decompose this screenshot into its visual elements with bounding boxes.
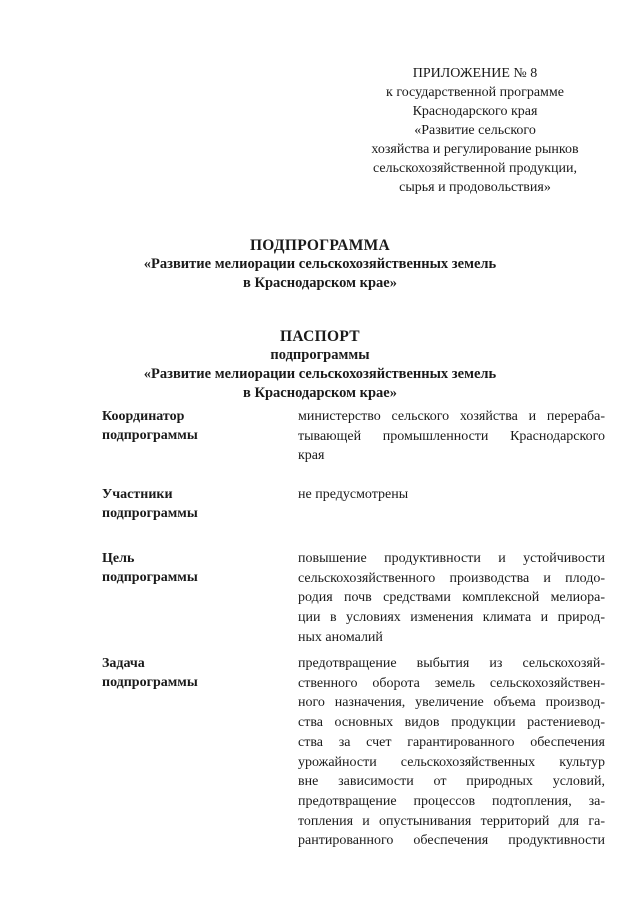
row-value-line: предотвращение процессов подтопления, за- [298, 793, 605, 809]
row-label-line: подпрограммы [102, 570, 198, 585]
row-label-line: подпрограммы [102, 506, 198, 521]
row-value-line: ных аномалий [298, 629, 383, 645]
row-value-line: не предусмотрены [298, 487, 409, 502]
row-value [298, 407, 605, 466]
passport-name-line: «Развитие мелиорации сельскохозяйственных земель [143, 366, 497, 382]
passport-subtitle: подпрограммы [270, 347, 370, 363]
row-value [298, 654, 605, 851]
appendix-title: ПРИЛОЖЕНИЕ № 8 [412, 66, 538, 81]
row-label-line: Участники [102, 487, 173, 502]
row-value-line: сельскохозяйственного производства и плодо- [298, 570, 605, 586]
row-value-line: края [298, 448, 325, 464]
row-value [298, 485, 605, 505]
appendix-line: хозяйства и регулирование рынков [371, 142, 579, 157]
row-label [102, 654, 282, 692]
row-label [102, 485, 282, 523]
row-value-line: урожайности сельскохозяйственных культур [298, 754, 605, 770]
row-value-line: ного назначения, увеличение объема производ- [298, 695, 605, 711]
row-label-line: подпрограммы [102, 428, 198, 443]
appendix-line: сырья и продовольствия» [399, 180, 551, 195]
row-value-line: топления и опустынивания территорий для га- [298, 813, 605, 829]
appendix-line: «Развитие сельского [414, 123, 536, 138]
row-value-line: ства основных видов продукции растениевод- [298, 715, 605, 731]
row-value [298, 549, 605, 648]
row-value-line: тывающей промышленности Краснодарского [298, 428, 605, 444]
appendix-line: к государственной программе [386, 85, 564, 100]
row-value-line: повышение продуктивности и устойчивости [298, 551, 605, 566]
subprogram-name-line: в Краснодарском крае» [243, 275, 397, 291]
row-value-line: ции в условиях изменения климата и природ- [298, 610, 605, 626]
passport-heading [100, 327, 540, 403]
appendix-line: сельскохозяйственной продукции, [373, 161, 577, 176]
row-value-line: предотвращение выбытия из сельскохозяй- [298, 656, 605, 671]
passport-title: ПАСПОРТ [280, 328, 360, 345]
row-label-line: Цель [102, 551, 135, 566]
subprogram-heading [100, 236, 540, 293]
row-value-line: родия почв средствами комплексной мелиора- [298, 590, 605, 606]
row-value-line: ства за счет гарантированного обеспечения [298, 734, 605, 750]
passport-name-line: в Краснодарском крае» [243, 385, 397, 401]
row-value-line: вне зависимости от природных условий, [298, 774, 605, 790]
row-label-line: подпрограммы [102, 675, 198, 690]
appendix-block [350, 64, 600, 197]
row-label [102, 407, 282, 445]
row-value-line: рантированного обеспечения продуктивности [298, 833, 605, 849]
row-value-line: министерство сельского хозяйства и перераба- [298, 409, 605, 424]
row-label [102, 549, 282, 587]
appendix-line: Краснодарского края [412, 104, 538, 119]
row-label-line: Задача [102, 656, 145, 671]
row-value-line: ственного оборота земель сельскохозяйствен- [298, 675, 605, 691]
subprogram-name-line: «Развитие мелиорации сельскохозяйственных земель [143, 256, 497, 272]
row-label-line: Координатор [102, 409, 185, 424]
subprogram-title: ПОДПРОГРАММА [249, 237, 391, 254]
